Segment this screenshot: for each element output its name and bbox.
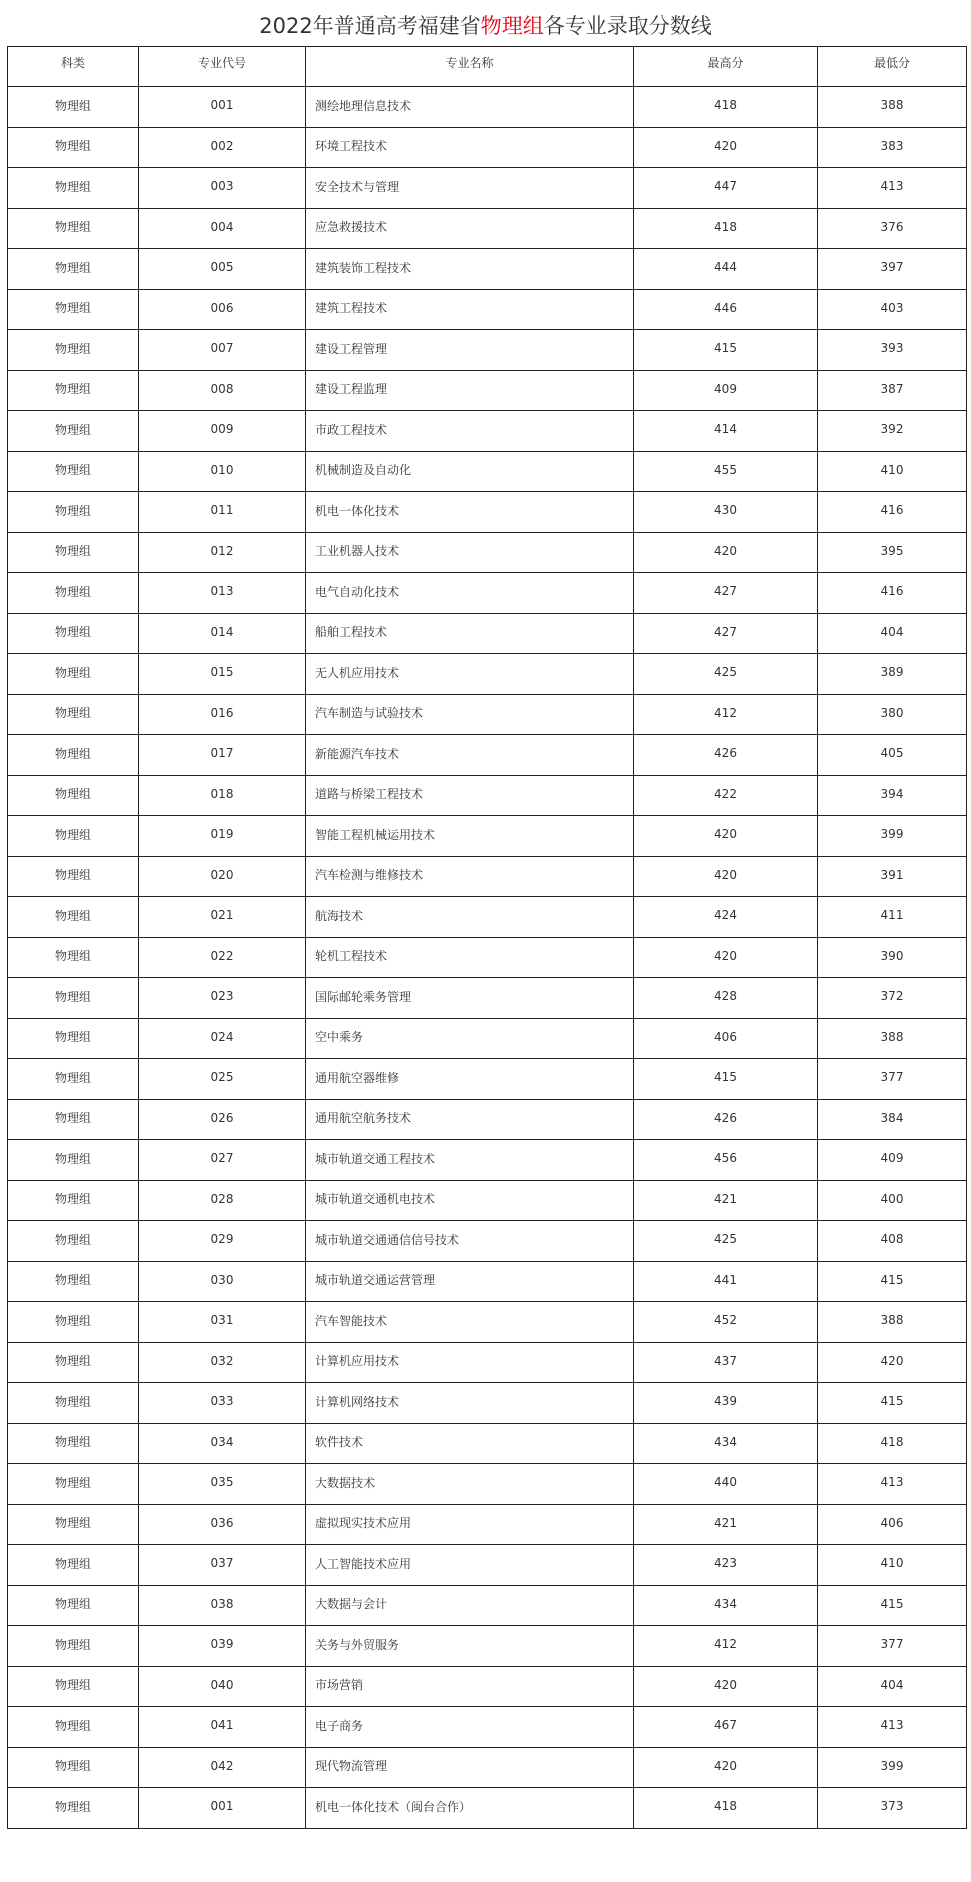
cell-max-score: 446: [634, 289, 818, 330]
cell-major-name: 建设工程监理: [306, 370, 634, 411]
cell-max-score: 430: [634, 492, 818, 533]
cell-major-code: 033: [139, 1383, 306, 1424]
cell-min-score: 403: [818, 289, 967, 330]
cell-major-code: 040: [139, 1666, 306, 1707]
table-row: [8, 856, 967, 897]
cell-major-name: 通用航空航务技术: [306, 1099, 634, 1140]
cell-major-code: 011: [139, 492, 306, 533]
score-table-container: [7, 46, 966, 1829]
cell-min-score: 392: [818, 411, 967, 452]
cell-min-score: 405: [818, 735, 967, 776]
cell-major-code: 039: [139, 1626, 306, 1667]
cell-min-score: 391: [818, 856, 967, 897]
cell-major-code: 004: [139, 208, 306, 249]
cell-min-score: 389: [818, 654, 967, 695]
cell-major-name: 软件技术: [306, 1423, 634, 1464]
cell-max-score: 418: [634, 87, 818, 128]
cell-major-name: 大数据技术: [306, 1464, 634, 1505]
cell-max-score: 427: [634, 573, 818, 614]
cell-major-name: 虚拟现实技术应用: [306, 1504, 634, 1545]
table-row: [8, 613, 967, 654]
cell-major-name: 空中乘务: [306, 1018, 634, 1059]
cell-max-score: 467: [634, 1707, 818, 1748]
cell-major-code: 013: [139, 573, 306, 614]
cell-major-name: 通用航空器维修: [306, 1059, 634, 1100]
cell-max-score: 452: [634, 1302, 818, 1343]
cell-major-name: 道路与桥梁工程技术: [306, 775, 634, 816]
cell-major-code: 041: [139, 1707, 306, 1748]
cell-major-code: 006: [139, 289, 306, 330]
cell-major-code: 042: [139, 1747, 306, 1788]
cell-category: 物理组: [8, 1099, 139, 1140]
cell-max-score: 426: [634, 735, 818, 776]
cell-major-code: 030: [139, 1261, 306, 1302]
cell-major-code: 035: [139, 1464, 306, 1505]
cell-major-code: 031: [139, 1302, 306, 1343]
cell-max-score: 434: [634, 1423, 818, 1464]
cell-major-name: 计算机网络技术: [306, 1383, 634, 1424]
cell-max-score: 420: [634, 1747, 818, 1788]
cell-min-score: 395: [818, 532, 967, 573]
table-row: [8, 654, 967, 695]
table-row: [8, 1707, 967, 1748]
cell-major-name: 汽车制造与试验技术: [306, 694, 634, 735]
cell-category: 物理组: [8, 978, 139, 1019]
cell-category: 物理组: [8, 1018, 139, 1059]
cell-category: 物理组: [8, 87, 139, 128]
table-row: [8, 168, 967, 209]
cell-max-score: 406: [634, 1018, 818, 1059]
cell-category: 物理组: [8, 856, 139, 897]
cell-category: 物理组: [8, 897, 139, 938]
cell-category: 物理组: [8, 775, 139, 816]
table-row: [8, 1099, 967, 1140]
table-row: [8, 573, 967, 614]
cell-major-name: 无人机应用技术: [306, 654, 634, 695]
cell-major-code: 018: [139, 775, 306, 816]
cell-category: 物理组: [8, 1626, 139, 1667]
table-row: [8, 1423, 967, 1464]
cell-category: 物理组: [8, 1423, 139, 1464]
table-row: [8, 289, 967, 330]
cell-min-score: 400: [818, 1180, 967, 1221]
cell-min-score: 388: [818, 1302, 967, 1343]
cell-category: 物理组: [8, 573, 139, 614]
cell-major-code: 027: [139, 1140, 306, 1181]
cell-major-code: 001: [139, 1788, 306, 1829]
cell-category: 物理组: [8, 168, 139, 209]
title-suffix: 各专业录取分数线: [543, 14, 712, 38]
cell-max-score: 418: [634, 1788, 818, 1829]
cell-max-score: 418: [634, 208, 818, 249]
cell-category: 物理组: [8, 451, 139, 492]
cell-major-name: 汽车智能技术: [306, 1302, 634, 1343]
cell-major-name: 安全技术与管理: [306, 168, 634, 209]
table-row: [8, 1383, 967, 1424]
table-row: [8, 1747, 967, 1788]
table-row: [8, 1464, 967, 1505]
cell-min-score: 415: [818, 1261, 967, 1302]
table-row: [8, 694, 967, 735]
table-row: [8, 411, 967, 452]
cell-major-name: 电气自动化技术: [306, 573, 634, 614]
cell-min-score: 420: [818, 1342, 967, 1383]
cell-max-score: 420: [634, 532, 818, 573]
cell-max-score: 424: [634, 897, 818, 938]
cell-major-name: 智能工程机械运用技术: [306, 816, 634, 857]
cell-major-code: 016: [139, 694, 306, 735]
cell-major-name: 城市轨道交通机电技术: [306, 1180, 634, 1221]
header-min-score: 最低分: [818, 47, 967, 87]
cell-major-code: 037: [139, 1545, 306, 1586]
cell-min-score: 376: [818, 208, 967, 249]
cell-min-score: 383: [818, 127, 967, 168]
cell-major-name: 机械制造及自动化: [306, 451, 634, 492]
cell-category: 物理组: [8, 1221, 139, 1262]
cell-major-code: 020: [139, 856, 306, 897]
cell-min-score: 415: [818, 1383, 967, 1424]
cell-major-code: 024: [139, 1018, 306, 1059]
table-row: [8, 775, 967, 816]
cell-major-code: 002: [139, 127, 306, 168]
header-max-score: 最高分: [634, 47, 818, 87]
cell-major-name: 测绘地理信息技术: [306, 87, 634, 128]
cell-category: 物理组: [8, 1059, 139, 1100]
cell-major-name: 建筑工程技术: [306, 289, 634, 330]
cell-max-score: 455: [634, 451, 818, 492]
cell-max-score: 412: [634, 1626, 818, 1667]
cell-major-name: 建筑装饰工程技术: [306, 249, 634, 290]
table-row: [8, 1342, 967, 1383]
cell-major-code: 029: [139, 1221, 306, 1262]
cell-min-score: 387: [818, 370, 967, 411]
cell-category: 物理组: [8, 1342, 139, 1383]
table-row: [8, 127, 967, 168]
cell-max-score: 426: [634, 1099, 818, 1140]
cell-max-score: 420: [634, 937, 818, 978]
cell-max-score: 422: [634, 775, 818, 816]
cell-major-code: 007: [139, 330, 306, 371]
cell-category: 物理组: [8, 330, 139, 371]
cell-category: 物理组: [8, 735, 139, 776]
cell-max-score: 409: [634, 370, 818, 411]
cell-major-name: 城市轨道交通运营管理: [306, 1261, 634, 1302]
cell-max-score: 415: [634, 1059, 818, 1100]
cell-min-score: 399: [818, 816, 967, 857]
cell-max-score: 414: [634, 411, 818, 452]
cell-major-name: 大数据与会计: [306, 1585, 634, 1626]
table-row: [8, 816, 967, 857]
cell-category: 物理组: [8, 1464, 139, 1505]
cell-min-score: 411: [818, 897, 967, 938]
cell-major-name: 市场营销: [306, 1666, 634, 1707]
cell-major-name: 建设工程管理: [306, 330, 634, 371]
cell-major-code: 034: [139, 1423, 306, 1464]
table-row: [8, 1626, 967, 1667]
cell-major-name: 应急救援技术: [306, 208, 634, 249]
table-row: [8, 1545, 967, 1586]
header-category: 科类: [8, 47, 139, 87]
table-row: [8, 330, 967, 371]
cell-category: 物理组: [8, 1585, 139, 1626]
cell-category: 物理组: [8, 1545, 139, 1586]
cell-major-code: 015: [139, 654, 306, 695]
cell-max-score: 412: [634, 694, 818, 735]
cell-major-code: 038: [139, 1585, 306, 1626]
cell-min-score: 393: [818, 330, 967, 371]
cell-max-score: 434: [634, 1585, 818, 1626]
cell-max-score: 415: [634, 330, 818, 371]
cell-major-code: 009: [139, 411, 306, 452]
table-row: [8, 87, 967, 128]
cell-min-score: 408: [818, 1221, 967, 1262]
cell-max-score: 439: [634, 1383, 818, 1424]
cell-min-score: 399: [818, 1747, 967, 1788]
cell-max-score: 425: [634, 654, 818, 695]
cell-major-code: 021: [139, 897, 306, 938]
cell-category: 物理组: [8, 1383, 139, 1424]
table-row: [8, 937, 967, 978]
table-row: [8, 1666, 967, 1707]
cell-max-score: 447: [634, 168, 818, 209]
cell-min-score: 413: [818, 1464, 967, 1505]
cell-min-score: 377: [818, 1626, 967, 1667]
table-row: [8, 1059, 967, 1100]
cell-major-code: 026: [139, 1099, 306, 1140]
title-prefix: 2022年普通高考福建省: [259, 14, 481, 38]
cell-major-name: 计算机应用技术: [306, 1342, 634, 1383]
cell-category: 物理组: [8, 1261, 139, 1302]
table-row: [8, 1788, 967, 1829]
cell-max-score: 420: [634, 856, 818, 897]
cell-min-score: 384: [818, 1099, 967, 1140]
cell-max-score: 444: [634, 249, 818, 290]
cell-major-name: 船舶工程技术: [306, 613, 634, 654]
cell-min-score: 409: [818, 1140, 967, 1181]
cell-min-score: 372: [818, 978, 967, 1019]
cell-major-name: 轮机工程技术: [306, 937, 634, 978]
cell-major-code: 025: [139, 1059, 306, 1100]
cell-min-score: 418: [818, 1423, 967, 1464]
cell-category: 物理组: [8, 492, 139, 533]
cell-major-name: 新能源汽车技术: [306, 735, 634, 776]
cell-category: 物理组: [8, 1666, 139, 1707]
header-major-code: 专业代号: [139, 47, 306, 87]
cell-major-code: 014: [139, 613, 306, 654]
cell-major-code: 003: [139, 168, 306, 209]
cell-category: 物理组: [8, 1788, 139, 1829]
cell-min-score: 397: [818, 249, 967, 290]
table-row: [8, 1504, 967, 1545]
cell-max-score: 440: [634, 1464, 818, 1505]
cell-major-name: 机电一体化技术（闽台合作）: [306, 1788, 634, 1829]
cell-category: 物理组: [8, 816, 139, 857]
cell-major-name: 关务与外贸服务: [306, 1626, 634, 1667]
cell-min-score: 373: [818, 1788, 967, 1829]
cell-major-name: 国际邮轮乘务管理: [306, 978, 634, 1019]
cell-category: 物理组: [8, 289, 139, 330]
cell-major-name: 现代物流管理: [306, 1747, 634, 1788]
cell-major-name: 汽车检测与维修技术: [306, 856, 634, 897]
cell-category: 物理组: [8, 370, 139, 411]
cell-major-code: 019: [139, 816, 306, 857]
table-row: [8, 1261, 967, 1302]
cell-major-name: 机电一体化技术: [306, 492, 634, 533]
table-row: [8, 1140, 967, 1181]
cell-category: 物理组: [8, 1747, 139, 1788]
cell-category: 物理组: [8, 1140, 139, 1181]
cell-major-name: 电子商务: [306, 1707, 634, 1748]
table-row: [8, 208, 967, 249]
cell-category: 物理组: [8, 654, 139, 695]
cell-min-score: 394: [818, 775, 967, 816]
table-row: [8, 1302, 967, 1343]
table-row: [8, 492, 967, 533]
cell-max-score: 423: [634, 1545, 818, 1586]
cell-min-score: 380: [818, 694, 967, 735]
cell-category: 物理组: [8, 127, 139, 168]
cell-category: 物理组: [8, 1504, 139, 1545]
cell-min-score: 416: [818, 573, 967, 614]
cell-category: 物理组: [8, 937, 139, 978]
cell-max-score: 421: [634, 1504, 818, 1545]
cell-major-code: 036: [139, 1504, 306, 1545]
cell-major-code: 005: [139, 249, 306, 290]
cell-max-score: 420: [634, 1666, 818, 1707]
title-highlight: 物理组: [480, 14, 544, 38]
cell-max-score: 428: [634, 978, 818, 1019]
cell-major-code: 010: [139, 451, 306, 492]
cell-max-score: 437: [634, 1342, 818, 1383]
cell-min-score: 390: [818, 937, 967, 978]
header-major-name: 专业名称: [306, 47, 634, 87]
table-row: [8, 1018, 967, 1059]
table-row: [8, 1221, 967, 1262]
cell-min-score: 388: [818, 87, 967, 128]
cell-major-code: 008: [139, 370, 306, 411]
cell-major-code: 022: [139, 937, 306, 978]
cell-major-code: 032: [139, 1342, 306, 1383]
cell-category: 物理组: [8, 694, 139, 735]
table-row: [8, 1180, 967, 1221]
table-row: [8, 370, 967, 411]
table-header-row: [8, 47, 967, 87]
table-row: [8, 897, 967, 938]
cell-category: 物理组: [8, 208, 139, 249]
cell-major-name: 航海技术: [306, 897, 634, 938]
cell-major-name: 人工智能技术应用: [306, 1545, 634, 1586]
cell-category: 物理组: [8, 1707, 139, 1748]
score-table: [7, 46, 967, 1829]
table-row: [8, 735, 967, 776]
cell-max-score: 427: [634, 613, 818, 654]
cell-min-score: 406: [818, 1504, 967, 1545]
cell-category: 物理组: [8, 613, 139, 654]
cell-category: 物理组: [8, 249, 139, 290]
table-row: [8, 249, 967, 290]
cell-major-code: 017: [139, 735, 306, 776]
table-row: [8, 532, 967, 573]
cell-min-score: 404: [818, 1666, 967, 1707]
cell-min-score: 416: [818, 492, 967, 533]
cell-max-score: 456: [634, 1140, 818, 1181]
cell-category: 物理组: [8, 411, 139, 452]
cell-min-score: 413: [818, 168, 967, 209]
cell-major-code: 012: [139, 532, 306, 573]
cell-major-code: 028: [139, 1180, 306, 1221]
cell-major-code: 001: [139, 87, 306, 128]
table-row: [8, 451, 967, 492]
cell-max-score: 421: [634, 1180, 818, 1221]
cell-min-score: 377: [818, 1059, 967, 1100]
cell-category: 物理组: [8, 532, 139, 573]
cell-max-score: 425: [634, 1221, 818, 1262]
cell-major-name: 市政工程技术: [306, 411, 634, 452]
cell-min-score: 410: [818, 451, 967, 492]
cell-max-score: 420: [634, 127, 818, 168]
table-row: [8, 978, 967, 1019]
cell-max-score: 441: [634, 1261, 818, 1302]
cell-max-score: 420: [634, 816, 818, 857]
cell-major-name: 城市轨道交通工程技术: [306, 1140, 634, 1181]
cell-major-name: 城市轨道交通通信信号技术: [306, 1221, 634, 1262]
page-title: [0, 0, 971, 46]
cell-major-name: 工业机器人技术: [306, 532, 634, 573]
cell-min-score: 415: [818, 1585, 967, 1626]
cell-min-score: 410: [818, 1545, 967, 1586]
cell-major-name: 环境工程技术: [306, 127, 634, 168]
cell-category: 物理组: [8, 1180, 139, 1221]
cell-min-score: 413: [818, 1707, 967, 1748]
table-body: [8, 87, 967, 1829]
table-row: [8, 1585, 967, 1626]
cell-min-score: 404: [818, 613, 967, 654]
cell-category: 物理组: [8, 1302, 139, 1343]
cell-major-code: 023: [139, 978, 306, 1019]
cell-min-score: 388: [818, 1018, 967, 1059]
